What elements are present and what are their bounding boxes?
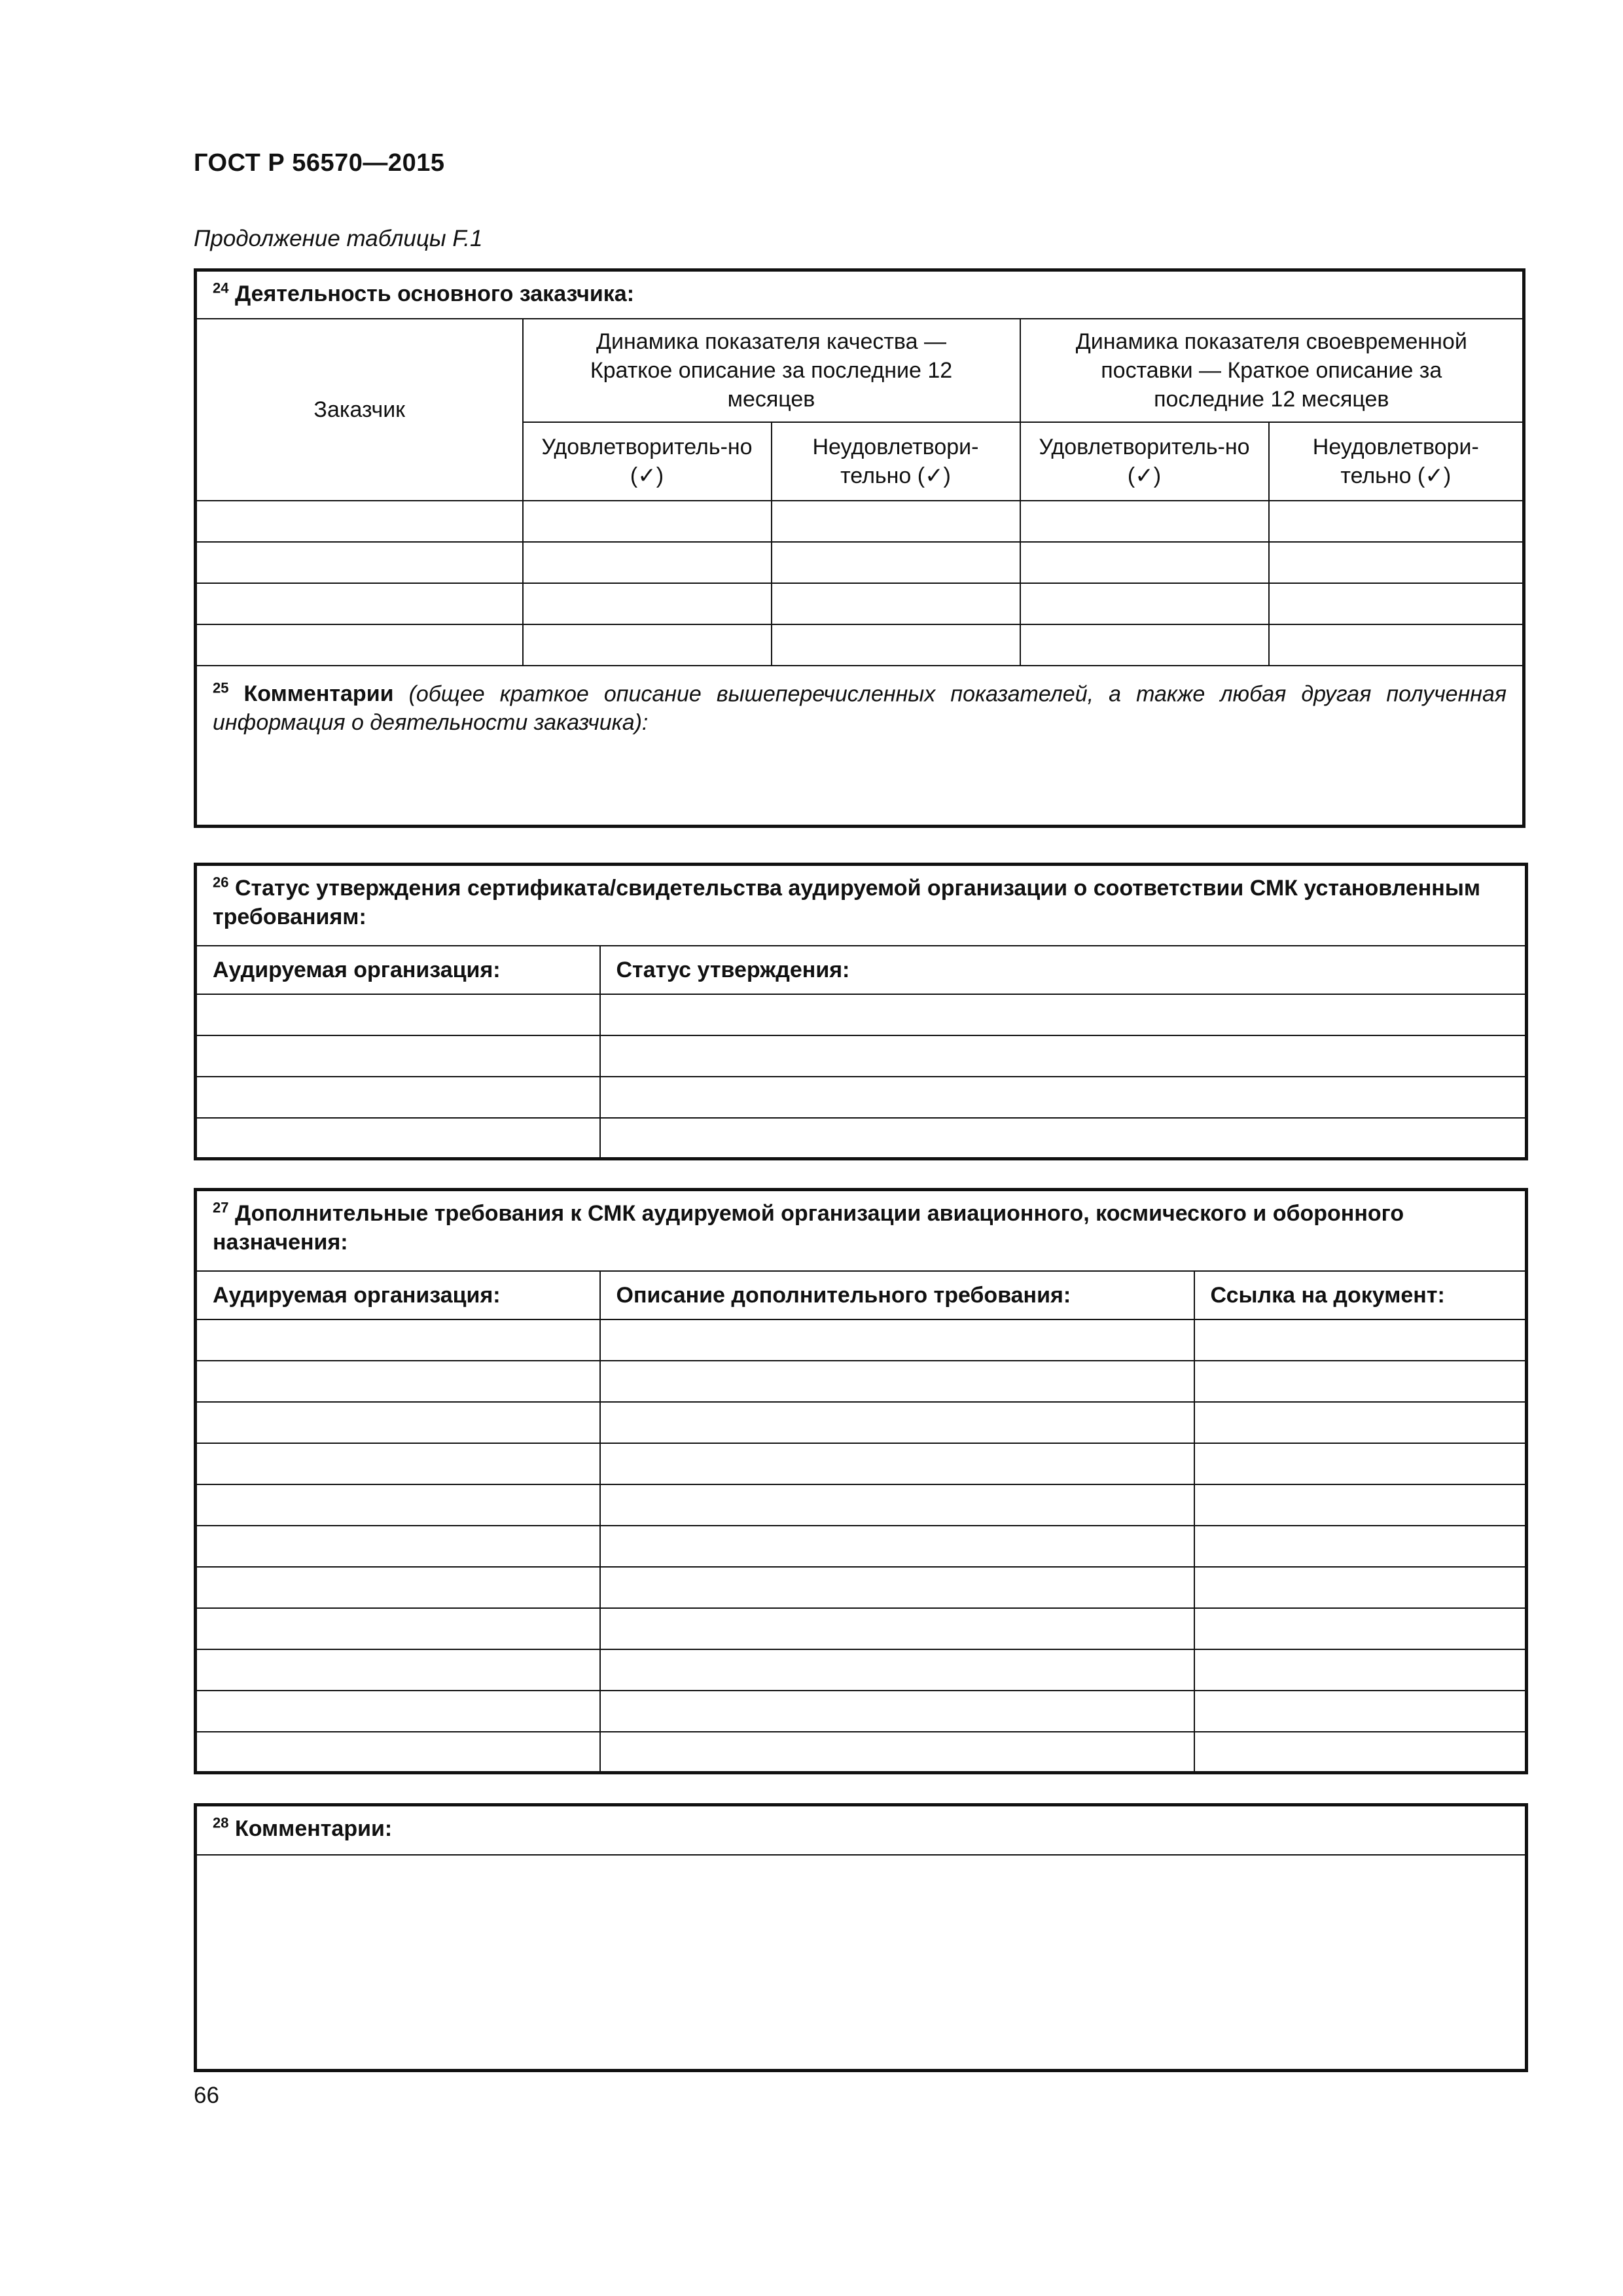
comments-area[interactable]	[196, 1855, 1527, 2071]
table-cell[interactable]	[1020, 501, 1269, 542]
table-row	[196, 1732, 1527, 1773]
table-cell[interactable]	[1194, 1649, 1527, 1691]
section-number: 27	[213, 1199, 229, 1216]
table-row	[196, 1608, 1527, 1649]
table-cell[interactable]	[772, 501, 1020, 542]
table-cell[interactable]	[523, 583, 772, 624]
column-group-delivery: Динамика показателя своевременной поставки — Краткое описание за последние 12 месяцев	[1020, 319, 1524, 422]
column-header-organization: Аудируемая организация:	[196, 1271, 600, 1319]
final-comments-table	[194, 1803, 1528, 2072]
table-cell[interactable]	[1194, 1319, 1527, 1361]
section-title-text: Комментарии	[243, 681, 394, 706]
table-cell[interactable]	[1194, 1361, 1527, 1402]
table-row	[196, 1691, 1527, 1732]
column-header-document-reference: Ссылка на документ:	[1194, 1271, 1527, 1319]
table-cell[interactable]	[600, 1118, 1527, 1159]
section-title-text: Статус утверждения сертификата/свидетельства аудируемой организации о соответствии СМК установленным требованиям:	[213, 876, 1481, 929]
document-code: ГОСТ Р 56570—2015	[194, 149, 445, 177]
table-cell[interactable]	[196, 1732, 600, 1773]
table-cell[interactable]	[600, 1077, 1527, 1118]
table-cell[interactable]	[1269, 624, 1524, 666]
table-cell[interactable]	[196, 1526, 600, 1567]
table-cell[interactable]	[196, 1118, 600, 1159]
table-cell[interactable]	[523, 624, 772, 666]
table-row	[196, 1402, 1527, 1443]
table-caption: Продолжение таблицы F.1	[194, 226, 483, 251]
table-cell[interactable]	[772, 624, 1020, 666]
section-28-title	[196, 1805, 1527, 1855]
certificate-status-table	[194, 863, 1528, 1160]
table-cell[interactable]	[196, 1484, 600, 1526]
table-row	[196, 1484, 1527, 1526]
table-cell[interactable]	[600, 1402, 1194, 1443]
table-cell[interactable]	[1194, 1691, 1527, 1732]
section-number: 25	[213, 679, 229, 696]
table-cell[interactable]	[772, 542, 1020, 583]
section-24-title	[196, 270, 1524, 319]
table-row	[196, 1035, 1527, 1077]
table-cell[interactable]	[600, 1691, 1194, 1732]
table-cell[interactable]	[600, 994, 1527, 1035]
table-row	[196, 1118, 1527, 1159]
table-cell[interactable]	[196, 1035, 600, 1077]
section-title-text: Комментарии:	[234, 1816, 393, 1841]
page-number: 66	[194, 2083, 219, 2108]
section-number: 26	[213, 874, 229, 891]
table-cell[interactable]	[1020, 583, 1269, 624]
table-cell[interactable]	[196, 1649, 600, 1691]
table-cell[interactable]	[1020, 542, 1269, 583]
table-cell[interactable]	[1020, 624, 1269, 666]
table-cell[interactable]	[196, 1443, 600, 1484]
section-number: 24	[213, 279, 229, 296]
section-note: (общее краткое описание вышеперечисленных показателей, а также любая другая полученная информация о деятельности заказчика):	[213, 681, 1507, 735]
table-cell[interactable]	[196, 583, 523, 624]
section-title-text: Дополнительные требования к СМК аудируемой организации авиационного, космического и оборонного назначения:	[213, 1201, 1404, 1255]
table-cell[interactable]	[600, 1649, 1194, 1691]
table-row	[196, 501, 1524, 542]
section-title-text: Деятельность основного заказчика:	[234, 281, 635, 306]
subheader-delivery-unsatisfactory: Неудовлетвори-тельно (✓)	[1269, 422, 1524, 501]
section-25-comments[interactable]	[196, 666, 1524, 827]
table-cell[interactable]	[1269, 583, 1524, 624]
table-row	[196, 624, 1524, 666]
table-row	[196, 1077, 1527, 1118]
table-row	[196, 1649, 1527, 1691]
table-cell[interactable]	[523, 542, 772, 583]
table-cell[interactable]	[600, 1526, 1194, 1567]
table-row	[196, 1567, 1527, 1608]
table-row	[196, 583, 1524, 624]
table-row	[196, 1443, 1527, 1484]
table-cell[interactable]	[196, 1567, 600, 1608]
table-cell[interactable]	[1194, 1484, 1527, 1526]
table-row	[196, 542, 1524, 583]
table-cell[interactable]	[196, 1361, 600, 1402]
subheader-quality-satisfactory: Удовлетворитель-но (✓)	[523, 422, 772, 501]
table-row	[196, 1319, 1527, 1361]
table-cell[interactable]	[600, 1035, 1527, 1077]
section-26-title	[196, 865, 1527, 946]
column-header-description: Описание дополнительного требования:	[600, 1271, 1194, 1319]
subheader-quality-unsatisfactory: Неудовлетвори-тельно (✓)	[772, 422, 1020, 501]
table-cell[interactable]	[1194, 1443, 1527, 1484]
section-27-title	[196, 1190, 1527, 1271]
table-cell[interactable]	[600, 1361, 1194, 1402]
column-header-organization: Аудируемая организация:	[196, 946, 600, 994]
column-header-customer: Заказчик	[196, 319, 523, 501]
table-cell[interactable]	[523, 501, 772, 542]
table-cell[interactable]	[600, 1319, 1194, 1361]
table-cell[interactable]	[196, 1402, 600, 1443]
table-cell[interactable]	[600, 1608, 1194, 1649]
subheader-delivery-satisfactory: Удовлетворитель-но (✓)	[1020, 422, 1269, 501]
table-cell[interactable]	[196, 1319, 600, 1361]
customer-activity-table	[194, 268, 1525, 828]
table-cell[interactable]	[196, 542, 523, 583]
column-header-status: Статус утверждения:	[600, 946, 1527, 994]
column-group-quality: Динамика показателя качества — Краткое описание за последние 12 месяцев	[523, 319, 1020, 422]
table-cell[interactable]	[1269, 542, 1524, 583]
table-cell[interactable]	[1194, 1567, 1527, 1608]
table-cell[interactable]	[1194, 1402, 1527, 1443]
table-cell[interactable]	[1269, 501, 1524, 542]
table-cell[interactable]	[1194, 1732, 1527, 1773]
table-cell[interactable]	[600, 1567, 1194, 1608]
table-cell[interactable]	[196, 1077, 600, 1118]
table-cell[interactable]	[600, 1732, 1194, 1773]
table-cell[interactable]	[196, 994, 600, 1035]
additional-requirements-table	[194, 1188, 1528, 1774]
table-cell[interactable]	[1194, 1526, 1527, 1567]
table-cell[interactable]	[1194, 1608, 1527, 1649]
table-cell[interactable]	[600, 1484, 1194, 1526]
table-row	[196, 994, 1527, 1035]
table-cell[interactable]	[196, 1608, 600, 1649]
table-cell[interactable]	[196, 1691, 600, 1732]
table-cell[interactable]	[600, 1443, 1194, 1484]
table-cell[interactable]	[196, 501, 523, 542]
table-cell[interactable]	[772, 583, 1020, 624]
table-row	[196, 1526, 1527, 1567]
table-row	[196, 1361, 1527, 1402]
table-cell[interactable]	[196, 624, 523, 666]
section-number: 28	[213, 1814, 229, 1831]
